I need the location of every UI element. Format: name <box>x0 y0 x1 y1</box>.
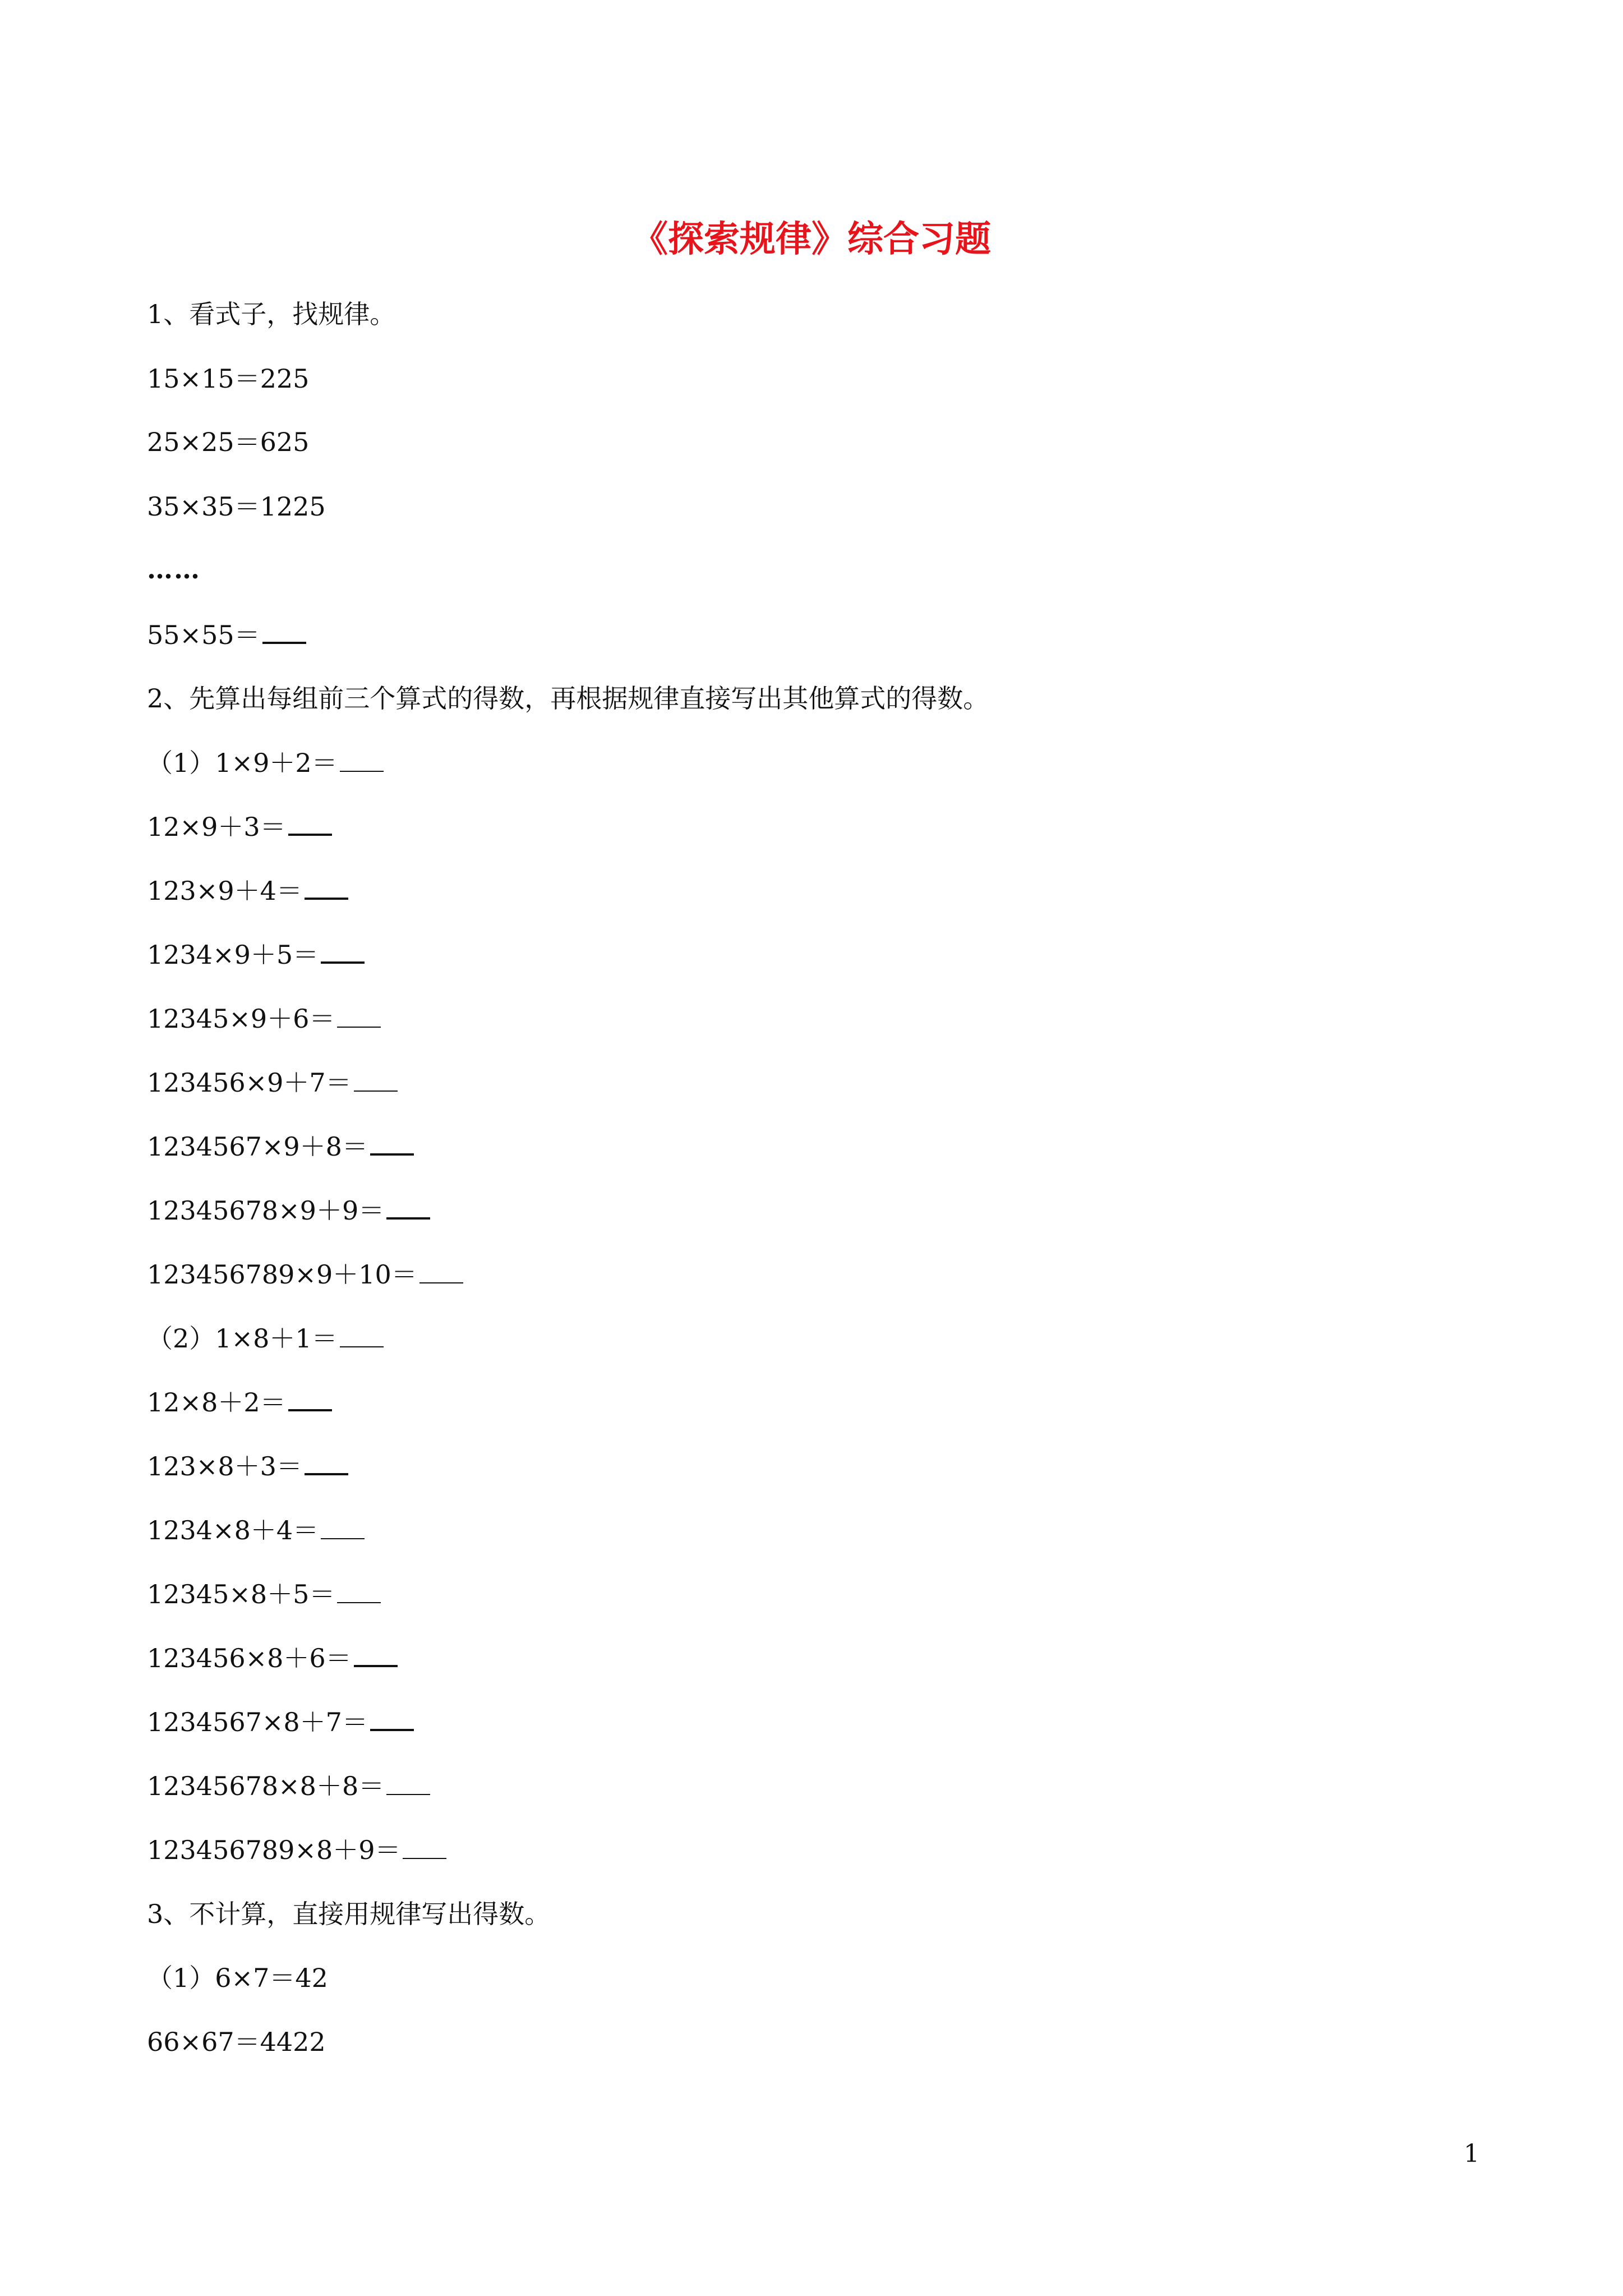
q2-part1-row <box>147 1130 414 1163</box>
equation-text: 1234×8＋4＝ <box>147 1515 319 1545</box>
answer-blank[interactable] <box>386 1195 430 1220</box>
q2-part1-row <box>147 874 348 908</box>
question-2-heading: 2、先算出每组前三个算式的得数，再根据规律直接写出其他算式的得数。 <box>147 683 989 714</box>
answer-blank[interactable] <box>370 1131 414 1156</box>
q2-part1-row <box>147 1002 381 1036</box>
q1-equation-1: 15×15＝225 <box>147 364 310 394</box>
answer-blank[interactable] <box>419 1260 463 1283</box>
answer-blank[interactable] <box>337 1580 381 1603</box>
q2-part1-row <box>147 1194 430 1227</box>
q2-part2-row <box>147 1386 332 1419</box>
equation-text: 12345678×9＋9＝ <box>147 1195 385 1226</box>
answer-blank[interactable] <box>370 1706 414 1731</box>
q2-part2-row <box>147 1450 348 1483</box>
equation-text: 12×8＋2＝ <box>147 1387 286 1418</box>
answer-blank[interactable] <box>262 619 306 644</box>
q2-part2-row <box>147 1641 398 1675</box>
equation-text: 123456×8＋6＝ <box>147 1643 352 1673</box>
q1-equation-4-text: 55×55＝ <box>147 620 260 650</box>
answer-blank[interactable] <box>321 1516 365 1539</box>
answer-blank[interactable] <box>403 1835 446 1859</box>
equation-text: 12345678×8＋8＝ <box>147 1771 385 1801</box>
equation-text: 123456789×8＋9＝ <box>147 1835 401 1865</box>
equation-text: 12345×9＋6＝ <box>147 1004 335 1034</box>
q1-equation-3: 35×35＝1225 <box>147 491 326 522</box>
page-title: 《探索规律》综合习题 <box>632 218 991 260</box>
answer-blank[interactable] <box>386 1772 430 1795</box>
answer-blank[interactable] <box>354 1068 398 1092</box>
q2-part2-row <box>147 1769 430 1803</box>
q2-part1-row <box>147 810 332 844</box>
equation-text: 123×8＋3＝ <box>147 1451 302 1481</box>
answer-blank[interactable] <box>305 875 348 900</box>
equation-text: 123×9＋4＝ <box>147 876 302 906</box>
q2-part1-row <box>147 746 384 780</box>
equation-text: 12345×8＋5＝ <box>147 1579 335 1609</box>
answer-blank[interactable] <box>340 1324 384 1347</box>
q1-equation-2: 25×25＝625 <box>147 427 310 457</box>
q1-ellipsis: …… <box>147 554 201 585</box>
question-3-heading: 3、不计算，直接用规律写出得数。 <box>147 1899 551 1929</box>
q3-equation-1: （1）6×7＝42 <box>147 1963 328 1993</box>
equation-text: 12×9＋3＝ <box>147 812 286 842</box>
equation-text: （1）1×9＋2＝ <box>147 748 338 778</box>
q1-equation-4 <box>147 618 306 652</box>
answer-blank[interactable] <box>288 1387 332 1411</box>
q2-part1-row <box>147 1258 463 1291</box>
answer-blank[interactable] <box>354 1642 398 1667</box>
answer-blank[interactable] <box>321 939 365 964</box>
q2-part1-row <box>147 1066 398 1099</box>
q3-equation-2: 66×67＝4422 <box>147 2027 326 2057</box>
equation-text: 123456×9＋7＝ <box>147 1068 352 1098</box>
question-1-heading: 1、看式子，找规律。 <box>147 299 396 329</box>
q2-part2-row <box>147 1513 365 1547</box>
answer-blank[interactable] <box>305 1451 348 1475</box>
q2-part2-row <box>147 1705 414 1739</box>
q2-part2-row <box>147 1577 381 1611</box>
answer-blank[interactable] <box>340 748 384 772</box>
q2-part1-row <box>147 938 365 972</box>
equation-text: （2）1×8＋1＝ <box>147 1323 338 1354</box>
equation-text: 1234×9＋5＝ <box>147 940 319 970</box>
equation-text: 1234567×9＋8＝ <box>147 1131 368 1162</box>
equation-text: 123456789×9＋10＝ <box>147 1259 417 1290</box>
page-number: 1 <box>1464 2139 1479 2168</box>
answer-blank[interactable] <box>288 811 332 836</box>
equation-text: 1234567×8＋7＝ <box>147 1707 368 1737</box>
q2-part2-row <box>147 1833 446 1867</box>
answer-blank[interactable] <box>337 1004 381 1028</box>
q2-part2-row <box>147 1322 384 1355</box>
